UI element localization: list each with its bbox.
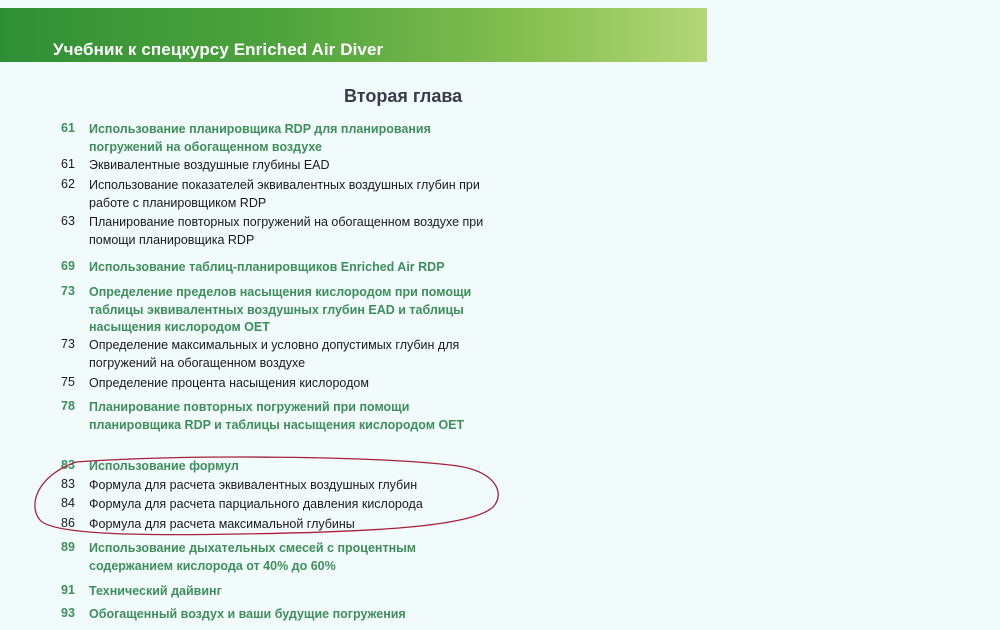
toc-page-number: 84 xyxy=(61,496,75,510)
toc-page-number: 86 xyxy=(61,516,75,530)
toc-entry-text: Использование планировщика RDP для планирования погружений на обогащенном воздухе xyxy=(89,122,431,154)
toc-entry-text: Определение процента насыщения кислородом xyxy=(89,376,369,390)
toc-entry-text: Технический дайвинг xyxy=(89,584,222,598)
toc-page-number: 83 xyxy=(61,477,75,491)
toc-page-number: 69 xyxy=(61,259,75,273)
toc-page-number: 61 xyxy=(61,157,75,171)
toc-entry-text: Формула для расчета максимальной глубины xyxy=(89,517,355,531)
toc-entry-text: Использование формул xyxy=(89,459,239,473)
toc-page-number: 83 xyxy=(61,458,75,472)
toc-page-number: 93 xyxy=(61,606,75,620)
toc-entry-text: Обогащенный воздух и ваши будущие погружения xyxy=(89,607,406,621)
toc-page-number: 63 xyxy=(61,214,75,228)
toc-page-number: 73 xyxy=(61,284,75,298)
toc-page-number: 89 xyxy=(61,540,75,554)
toc-page-number: 61 xyxy=(61,121,75,135)
toc-entry-text: Эквивалентные воздушные глубины EAD xyxy=(89,158,330,172)
toc-entry-text: Использование дыхательных смесей с процентным содержанием кислорода от 40% до 60% xyxy=(89,541,417,573)
toc-page-number: 73 xyxy=(61,337,75,351)
toc-page-number: 62 xyxy=(61,177,75,191)
toc-entry-text: Определение пределов насыщения кислородом при помощи таблицы эквивалентных воздушных глубин EAD и таблицы насыщения кислородом OET xyxy=(89,285,472,334)
toc-entry-text: Формула для расчета парциального давления кислорода xyxy=(89,497,423,511)
chapter-title: Вторая глава xyxy=(344,86,463,106)
toc-entry-text: Формула для расчета эквивалентных воздушных глубин xyxy=(89,478,418,492)
book-title: Учебник к спецкурсу Enriched Air Diver xyxy=(53,40,384,59)
toc-page-number: 78 xyxy=(61,399,75,413)
toc-entry-text: Определение максимальных и условно допустимых глубин для погружений на обогащенном воздухе xyxy=(89,338,460,370)
toc-entry-text: Планирование повторных погружений при помощи планировщика RDP и таблицы насыщения кислородом OET xyxy=(89,400,465,432)
toc-entry-text: Использование показателей эквивалентных воздушных глубин при работе с планировщиком RDP xyxy=(89,178,480,210)
toc-page-number: 75 xyxy=(61,375,75,389)
toc-entry-text: Использование таблиц-планировщиков Enriched Air RDP xyxy=(89,260,445,274)
toc-page-number: 91 xyxy=(61,583,75,597)
toc-entry-text: Планирование повторных погружений на обогащенном воздухе при помощи планировщика RDP xyxy=(89,215,484,247)
